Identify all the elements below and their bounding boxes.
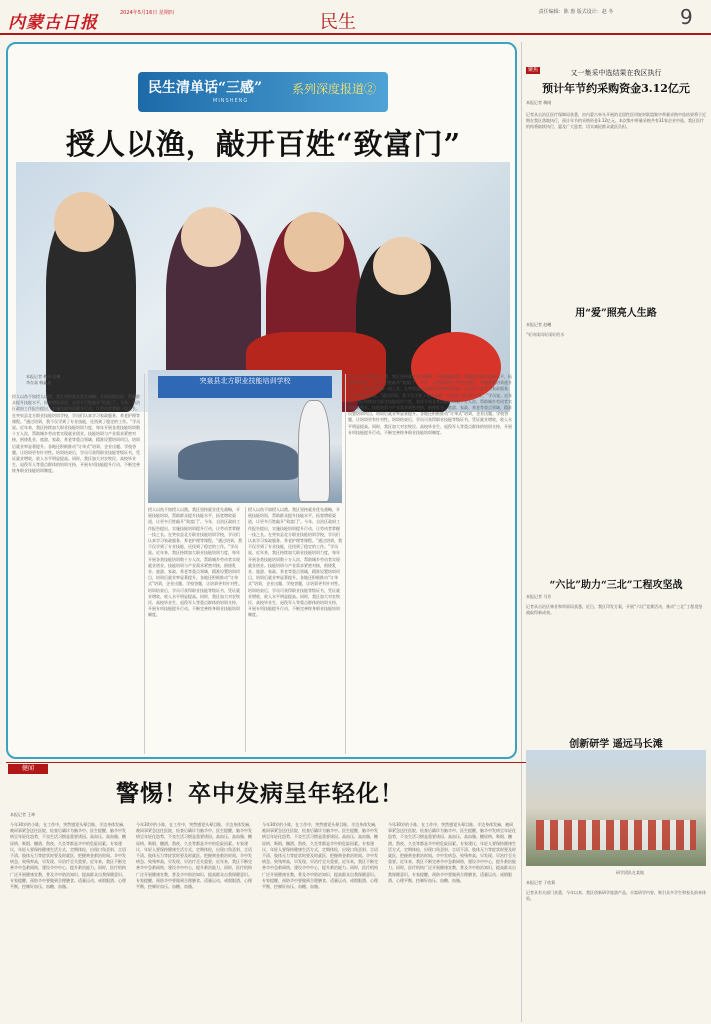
feature-photo-caption: 李存高 韩鑫鑫 xyxy=(26,380,52,386)
right-photo xyxy=(526,750,706,866)
feature-headline: 授人以渔，敲开百姓“致富门” xyxy=(65,127,462,161)
feature-byline: 本报记者 梅刚 赵曦 xyxy=(26,374,61,379)
feature-body-col4: 授人以鱼不如授人以渔。我区坚持就业优先战略，开展技能培训，帮助群众提升技能水平，拓宽增收渠道，让更多百姓敲开“致富门”。今年，自治区政府工作报告提出，实施技能培训提升行动，让劳动者掌握一技之长。在突泉县北方职业技能培训学校，学员们认真学习家政服务、养老护理等课程。“通过培训，我不仅学到了专业技能，还找到了稳定的工作。”学员说。近年来，我区持续加大职业技能培训力度，每年开展各类技能培训数十万人次，帮助城乡劳动者实现就业创业。技能培训与产业需求紧密对接，围绕乳业、旅游、家政、养老等重点领域，精准设置培训项目，培训后就业率显著提升。各地还积极推动“订单式”培训，企业出题、学校答题，让培训更有针对性。培训结束后，学员可获得职业技能等级证书，凭证就业增收，收入水平明显提高。同时，我区加大对农牧民、高校毕业生、退役军人等重点群体的培训支持，开展专项技能提升行动，不断完善终身职业技能培训制度。 xyxy=(348,374,513,435)
bottom-byline: 本报记者 王坤 xyxy=(10,812,36,817)
right-headline3: “六比”助力“三北”工程攻坚战 xyxy=(549,580,683,591)
page-number: 9 xyxy=(680,5,693,29)
right-photo-caption: 研学团队在某地 xyxy=(616,870,644,875)
right-body3: 记者从自治区林业和草原局获悉，近日，我区印发方案，开展“六比”竞赛活动，推动“三北”工程攻坚战取得新成效。 xyxy=(526,604,703,616)
section-title: 民生 xyxy=(320,12,356,33)
photo-figure xyxy=(54,192,114,252)
sub-photo-banner: 突泉县北方职业技能培训学校 xyxy=(158,376,332,398)
bottom-body-col1: 今年30岁的小陈，在工作中，突然感觉头晕目眩、半边身体发麻，被同事紧急送往医院，检查后确诊为脑卒中。医生提醒，脑卒中发病呈年轻化趋势，不良生活习惯是重要诱因。高血压、高血脂、糖尿病、吸烟、酗酒、熬夜、久坐等都是卒中的危险因素。专家建议，年轻人要保持健康生活方式，定期体检，出现口角歪斜、言语不清、肢体无力等症状时要及时就医，把握黄金救治时间。卒中发病急、致残率高，早发现、早治疗至关重要。近年来，我区不断完善卒中急救网络，建设卒中中心，提升救治能力。同时，医疗机构广泛开展健康宣教，普及卒中防治知识，提高群众自我保健意识。专家提醒，预防卒中要做到合理膳食、适量运动、戒烟限酒、心理平衡，控制好血压、血糖、血脂。 xyxy=(10,822,128,890)
right-headline4: 创新研学 遥远马长滩 xyxy=(569,739,663,750)
right-body2: “好诗读风好雨好的水 xyxy=(526,332,565,337)
photo-figure xyxy=(178,440,298,480)
right-body1: 记者从自治区医疗保障局获悉，由内蒙古牵头开展的全国性医用耗材联盟集中带量采购中选结果将于近期在我区落地执行，预计年节约采购资金3.12亿元。本次集中带量采购共有31家企业中选，我区医疗机构将陆续执行，惠及广大患者，切实减轻群众就医负担。 xyxy=(526,112,706,130)
column-rule xyxy=(345,374,346,754)
column-rule xyxy=(521,42,522,1022)
photo-figure xyxy=(298,400,330,502)
right-column xyxy=(526,42,706,762)
right-headline1: 预计年节约采购资金3.12亿元 xyxy=(542,82,690,95)
right-headline1-sub: 又一集采中选结果在我区执行 xyxy=(570,69,662,77)
photo-figure xyxy=(373,237,431,295)
photo-figure xyxy=(284,212,344,272)
bottom-label: 健闻 xyxy=(8,764,48,774)
series-en: MINSHENG xyxy=(213,98,249,104)
series-subtitle: 系列深度报道② xyxy=(292,82,377,96)
photo-crowd xyxy=(536,820,696,850)
feature-body-col2: 授人以鱼不如授人以渔。我区坚持就业优先战略，开展技能培训，帮助群众提升技能水平，拓宽增收渠道，让更多百姓敲开“致富门”。今年，自治区政府工作报告提出，实施技能培训提升行动，让劳动者掌握一技之长。在突泉县北方职业技能培训学校，学员们认真学习家政服务、养老护理等课程。“通过培训，我不仅学到了专业技能，还找到了稳定的工作。”学员说。近年来，我区持续加大职业技能培训力度，每年开展各类技能培训数十万人次，帮助城乡劳动者实现就业创业。技能培训与产业需求紧密对接，围绕乳业、旅游、家政、养老等重点领域，精准设置培训项目，培训后就业率显著提升。各地还积极推动“订单式”培训，企业出题、学校答题，让培训更有针对性。培训结束后，学员可获得职业技能等级证书，凭证就业增收，收入水平明显提高。同时，我区加大对农牧民、高校毕业生、退役军人等重点群体的培训支持，开展专项技能提升行动，不断完善终身职业技能培训制度。 xyxy=(148,507,243,618)
feature-body-col3: 授人以鱼不如授人以渔。我区坚持就业优先战略，开展技能培训，帮助群众提升技能水平，拓宽增收渠道，让更多百姓敲开“致富门”。今年，自治区政府工作报告提出，实施技能培训提升行动，让劳动者掌握一技之长。在突泉县北方职业技能培训学校，学员们认真学习家政服务、养老护理等课程。“通过培训，我不仅学到了专业技能，还找到了稳定的工作。”学员说。近年来，我区持续加大职业技能培训力度，每年开展各类技能培训数十万人次，帮助城乡劳动者实现就业创业。技能培训与产业需求紧密对接，围绕乳业、旅游、家政、养老等重点领域，精准设置培训项目，培训后就业率显著提升。各地还积极推动“订单式”培训，企业出题、学校答题，让培训更有针对性。培训结束后，学员可获得职业技能等级证书，凭证就业增收，收入水平明显提高。同时，我区加大对农牧民、高校毕业生、退役军人等重点群体的培训支持，开展专项技能提升行动，不断完善终身职业技能培训制度。 xyxy=(248,507,343,618)
bottom-body-col2: 今年30岁的小陈，在工作中，突然感觉头晕目眩、半边身体发麻，被同事紧急送往医院，检查后确诊为脑卒中。医生提醒，脑卒中发病呈年轻化趋势，不良生活习惯是重要诱因。高血压、高血脂、糖尿病、吸烟、酗酒、熬夜、久坐等都是卒中的危险因素。专家建议，年轻人要保持健康生活方式，定期体检，出现口角歪斜、言语不清、肢体无力等症状时要及时就医，把握黄金救治时间。卒中发病急、致残率高，早发现、早治疗至关重要。近年来，我区不断完善卒中急救网络，建设卒中中心，提升救治能力。同时，医疗机构广泛开展健康宣教，普及卒中防治知识，提高群众自我保健意识。专家提醒，预防卒中要做到合理膳食、适量运动、戒烟限酒、心理平衡，控制好血压、血糖、血脂。 xyxy=(136,822,254,890)
sub-photo xyxy=(148,370,342,503)
header-meta-right: 责任编辑：陈 惠 版式设计：赵 冬 xyxy=(538,9,614,15)
column-rule xyxy=(245,507,246,752)
bottom-rule xyxy=(6,762,526,763)
header-meta-left: 2024年5月16日 星期四 xyxy=(120,10,174,16)
right-body4: 记者从有关部门获悉，今年以来，我区创新研学旅游产品，丰富研学内容，吸引众多学生和家长前来体验。 xyxy=(526,890,706,902)
right-headline2: 用“爱”照亮人生路 xyxy=(575,308,657,319)
masthead-logo: 内蒙古日报 xyxy=(8,13,98,33)
right-byline4: 本报记者 于欣莉 xyxy=(526,880,556,885)
feature-body-col1: 授人以鱼不如授人以渔。我区坚持就业优先战略，开展技能培训，帮助群众提升技能水平，拓宽增收渠道，让更多百姓敲开“致富门”。今年，自治区政府工作报告提出，实施技能培训提升行动，让劳动者掌握一技之长。在突泉县北方职业技能培训学校，学员们认真学习家政服务、养老护理等课程。“通过培训，我不仅学到了专业技能，还找到了稳定的工作。”学员说。近年来，我区持续加大职业技能培训力度，每年开展各类技能培训数十万人次，帮助城乡劳动者实现就业创业。技能培训与产业需求紧密对接，围绕乳业、旅游、家政、养老等重点领域，精准设置培训项目，培训后就业率显著提升。各地还积极推动“订单式”培训，企业出题、学校答题，让培训更有针对性。培训结束后，学员可获得职业技能等级证书，凭证就业增收，收入水平明显提高。同时，我区加大对农牧民、高校毕业生、退役军人等重点群体的培训支持，开展专项技能提升行动，不断完善终身职业技能培训制度。 xyxy=(12,394,141,474)
column-rule xyxy=(144,374,145,754)
right-tag: 聚焦 xyxy=(528,67,539,73)
right-byline2: 本报记者 赵曦 xyxy=(526,322,552,327)
series-title: 民生清单话“三感” xyxy=(148,80,263,96)
feature-box xyxy=(6,42,517,759)
bottom-body-col3: 今年30岁的小陈，在工作中，突然感觉头晕目眩、半边身体发麻，被同事紧急送往医院，检查后确诊为脑卒中。医生提醒，脑卒中发病呈年轻化趋势，不良生活习惯是重要诱因。高血压、高血脂、糖尿病、吸烟、酗酒、熬夜、久坐等都是卒中的危险因素。专家建议，年轻人要保持健康生活方式，定期体检，出现口角歪斜、言语不清、肢体无力等症状时要及时就医，把握黄金救治时间。卒中发病急、致残率高，早发现、早治疗至关重要。近年来，我区不断完善卒中急救网络，建设卒中中心，提升救治能力。同时，医疗机构广泛开展健康宣教，普及卒中防治知识，提高群众自我保健意识。专家提醒，预防卒中要做到合理膳食、适量运动、戒烟限酒、心理平衡，控制好血压、血糖、血脂。 xyxy=(262,822,380,890)
header-rule xyxy=(0,33,711,35)
photo-figure xyxy=(181,207,241,267)
bottom-headline: 警惕！卒中发病呈年轻化！ xyxy=(116,780,404,807)
photo-credit xyxy=(26,374,106,386)
right-byline3: 本报记者 马芳 xyxy=(526,594,552,599)
bottom-body-col4: 今年30岁的小陈，在工作中，突然感觉头晕目眩、半边身体发麻，被同事紧急送往医院，检查后确诊为脑卒中。医生提醒，脑卒中发病呈年轻化趋势，不良生活习惯是重要诱因。高血压、高血脂、糖尿病、吸烟、酗酒、熬夜、久坐等都是卒中的危险因素。专家建议，年轻人要保持健康生活方式，定期体检，出现口角歪斜、言语不清、肢体无力等症状时要及时就医，把握黄金救治时间。卒中发病急、致残率高，早发现、早治疗至关重要。近年来，我区不断完善卒中急救网络，建设卒中中心，提升救治能力。同时，医疗机构广泛开展健康宣教，普及卒中防治知识，提高群众自我保健意识。专家提醒，预防卒中要做到合理膳食、适量运动、戒烟限酒、心理平衡，控制好血压、血糖、血脂。 xyxy=(388,822,516,883)
right-byline1: 本报记者 梅刚 xyxy=(526,100,552,105)
